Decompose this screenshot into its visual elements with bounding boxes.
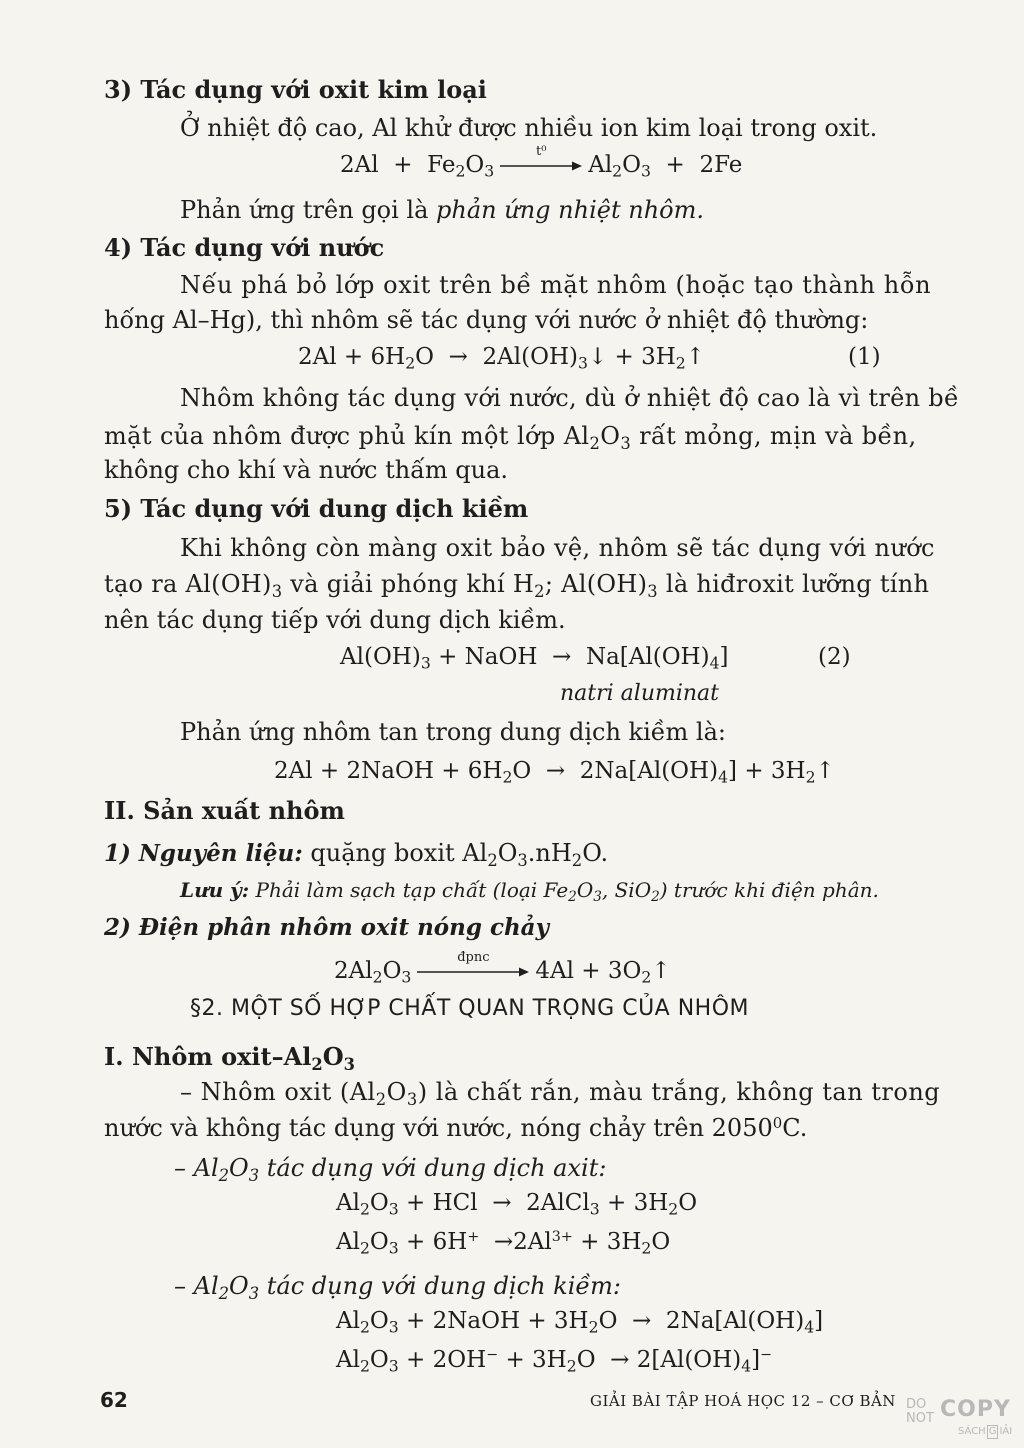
note-label: Lưu ý: <box>180 878 250 902</box>
stamp-iai: IẢI <box>999 1426 1013 1437</box>
s5-line2-b: và giải phóng khí <box>282 570 513 598</box>
stamp-brand <box>958 1425 1012 1439</box>
s4-p2-line2: mặt của nhôm được phủ kín một lớp $Al_2O_3$ rất mỏng, mịn và bền, <box>104 422 917 453</box>
s5-line3: nên tác dụng tiếp với dung dịch kiềm. <box>104 606 566 634</box>
s3-conclusion-term: phản ứng nhiệt nhôm. <box>436 196 704 224</box>
oxide-p2-end: C. <box>782 1114 808 1142</box>
s5-line2-a: tạo ra <box>104 570 186 598</box>
heading-s4: 4) Tác dụng với nước <box>104 233 385 262</box>
arrow-label-heat: t⁰ <box>535 144 547 159</box>
heading-aluminum-oxide: I. Nhôm oxit–$Al_2O_3$ <box>104 1042 355 1074</box>
s4-line1: Nếu phá bỏ lớp oxit trên bề mặt nhôm (hoặc tạo thành hỗn <box>180 271 932 299</box>
s5-line1: Khi không còn màng oxit bảo vệ, nhôm sẽ tác dụng với nước <box>180 534 935 562</box>
equation-oxide-naoh: $Al_2O_3$ + 2NaOH + $3H_2O \to 2Na[Al(OH)_4]$ <box>336 1308 824 1337</box>
oxide-heading-b: O <box>322 1042 344 1071</box>
stamp-g: G <box>988 1426 997 1437</box>
equation-oxide-h-ion: $Al_2O_3 + 6H^+ \to 2Al^{3+} + 3H_2O$ <box>336 1229 671 1258</box>
base-label-b: O <box>229 1272 249 1300</box>
s5-summary: Phản ứng nhôm tan trong dung dịch kiềm là: <box>180 718 726 746</box>
s3-text: Ở nhiệt độ cao, Al khử được nhiều ion kim loại trong oxit. <box>180 114 878 142</box>
heading-part-ii: II. Sản xuất nhôm <box>104 796 345 825</box>
heading-s5: 5) Tác dụng với dung dịch kiềm <box>104 494 529 523</box>
raw-material-label: 1) Nguyên liệu: <box>104 840 303 867</box>
equation-thermite: $2Al + Fe_2O_3$ t⁰ $Al_2O_3 + 2Fe$ <box>340 144 743 181</box>
stamp-do: DO <box>906 1397 927 1412</box>
note-mid2: , SiO <box>601 878 652 902</box>
s5-line2-d: là hiđroxit lưỡng tính <box>657 570 930 598</box>
oxide-p1-b: O <box>386 1078 407 1106</box>
oxide-p1-a: – Nhôm oxit (Al <box>180 1078 376 1106</box>
base-label-c: tác dụng với dung dịch kiềm: <box>259 1272 622 1300</box>
raw-material-line: 1) Nguyên liệu: quặng boxit $Al_2O_3.nH_2O$. <box>104 839 609 870</box>
acid-label-a: – Al <box>174 1154 219 1182</box>
equation-electrolysis: $2Al_2O_3$ đpnc $4Al + 3O_2↑$ <box>334 950 671 987</box>
eq-number-1: (1) <box>848 344 881 370</box>
equation-oxide-hcl: $Al_2O_3$ + HCl → 2AlCl$_3$ + $3H_2O$ <box>336 1190 698 1219</box>
product-name: natri aluminat <box>560 681 720 706</box>
page-number: 62 <box>100 1388 128 1412</box>
s4-line2: hống Al–Hg), thì nhôm sẽ tác dụng với nước ở nhiệt độ thường: <box>104 306 869 334</box>
oxide-p2: nước và không tác dụng với nước, nóng chảy trên 2050$^0$C. <box>104 1113 808 1142</box>
note-line: Lưu ý: Phải làm sạch tạp chất (loại $Fe_2O_3$, SiO$_2$) trước khi điện phân. <box>180 878 879 906</box>
oxide-heading-a: I. Nhôm oxit–Al <box>104 1042 312 1071</box>
note-mid: O <box>576 878 594 902</box>
s5-line2-c: ; <box>544 570 562 598</box>
raw-material-text: quặng boxit <box>302 839 463 867</box>
s5-line2: tạo ra $Al(OH)_3$ và giải phóng khí $H_2$; $Al(OH)_3$ là hiđroxit lưỡng tính <box>104 570 930 601</box>
base-label: – $Al_2O_3$ tác dụng với dung dịch kiềm: <box>174 1272 622 1303</box>
heading-s3: 3) Tác dụng với oxit kim loại <box>104 75 487 104</box>
section-2-title: §2. MỘT SỐ HỢP CHẤT QUAN TRỌNG CỦA NHÔM <box>190 996 750 1021</box>
s4-p2-line3: không cho khí và nước thấm qua. <box>104 456 509 484</box>
equation-aloh3-naoh: $Al(OH)_3$ + NaOH → $Na[Al(OH)_4]$ <box>340 644 729 673</box>
electrolysis-heading: 2) Điện phân nhôm oxit nóng chảy <box>104 914 549 941</box>
s3-conclusion-prefix: Phản ứng trên gọi là <box>180 196 437 224</box>
stamp-copy: COPY <box>940 1397 1011 1422</box>
arrow-heat <box>500 144 582 176</box>
equation-oxide-oh-ion: $Al_2O_3 + 2OH^- + 3H_2O \to 2[Al(OH)_4]^-$ <box>336 1347 773 1376</box>
base-label-a: – Al <box>174 1272 219 1300</box>
oxide-p1-c: ) là chất rắn, màu trắng, không tan trong <box>417 1078 941 1106</box>
s4-p2-line2-b: rất mỏng, mịn và bền, <box>631 422 917 450</box>
do-not-copy-stamp <box>904 1398 1016 1444</box>
arrow-electrolysis <box>417 950 529 982</box>
stamp-sach: SÁCH <box>958 1426 986 1437</box>
eq-number-2: (2) <box>818 644 851 670</box>
arrow-label-dpnc: đpnc <box>457 950 490 965</box>
acid-label-b: O <box>229 1154 249 1182</box>
acid-label-c: tác dụng với dung dịch axit: <box>259 1154 607 1182</box>
acid-label: – $Al_2O_3$ tác dụng với dung dịch axit: <box>174 1154 607 1185</box>
s4-p2-line1: Nhôm không tác dụng với nước, dù ở nhiệt độ cao là vì trên bề <box>180 384 960 412</box>
s4-p2-line2-a: mặt của nhôm được phủ kín một lớp <box>104 422 564 450</box>
stamp-not: NOT <box>906 1411 934 1426</box>
equation-al-water: $2Al + 6H_2O$ → $2Al(OH)_3↓$ + $3H_2↑$ <box>298 344 706 373</box>
s3-conclusion <box>180 192 704 228</box>
equation-al-naoh-water: 2Al + 2NaOH + $6H_2O \to 2Na[Al(OH)_4]$ + $3H_2↑$ <box>274 758 835 787</box>
oxide-p2-text: nước và không tác dụng với nước, nóng chảy trên 2050 <box>104 1114 773 1142</box>
note-end: ) trước khi điện phân. <box>659 878 879 902</box>
oxide-p1: – Nhôm oxit $(Al_2O_3)$ là chất rắn, màu trắng, không tan trong <box>180 1078 941 1109</box>
book-title: GIẢI BÀI TẬP HOÁ HỌC 12 – CƠ BẢN <box>590 1392 896 1410</box>
note-text: Phải làm sạch tạp chất (loại Fe <box>249 878 569 902</box>
